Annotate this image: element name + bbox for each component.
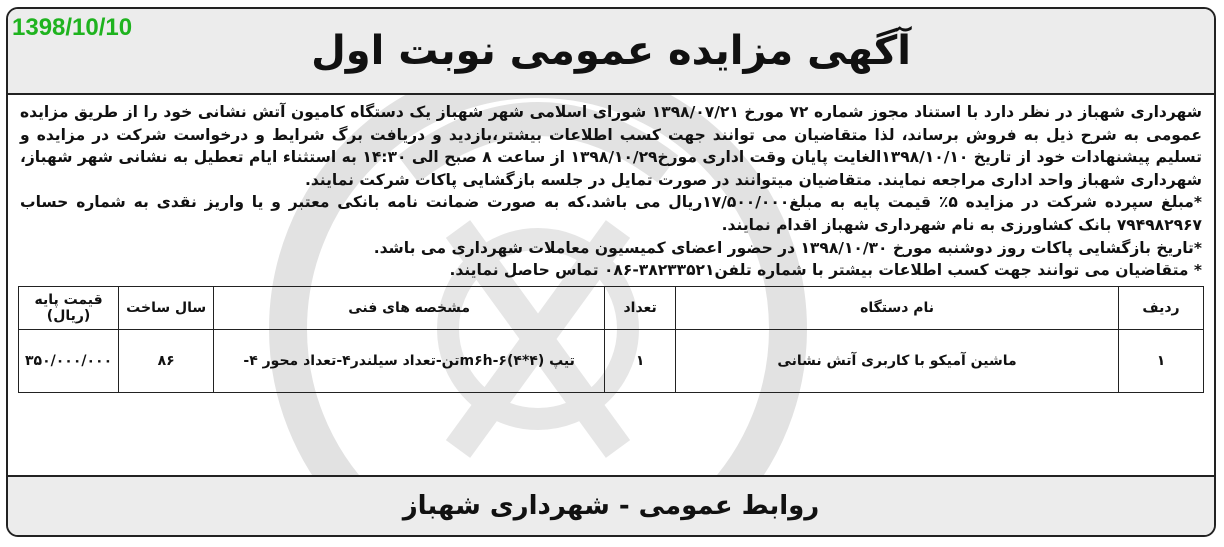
notice-paragraph-main: شهرداری شهباز در نظر دارد با استناد مجوز شماره ۷۲ مورخ ۱۳۹۸/۰۷/۲۱ شورای اسلامی شهر شهباز یک دستگاه کامیون آتش نشانی خود را از طریق مزایده عمومی به شرح ذیل به فروش برساند، لذا متقاضیان می توانند جهت کسب اطلاعات بیشتر،بازدید و دریافت برگ شرایط و درخواست شرکت در مزایده و تسلیم پیشنهادات خود از تاریخ ۱۳۹۸/۱۰/۱۰الغایت پایان وقت اداری مورخ۱۳۹۸/۱۰/۲۹ از ساعت ۸ صبح الی ۱۴:۳۰ به استثناء ایام تعطیل به نشانی شهر شهباز، شهرداری شهباز واحد اداری مراجعه نمایند. متقاضیان میتوانند در صورت تمایل در جلسه بازگشایی پاکات شرکت نمایند.	[20, 103, 1202, 189]
header-year-built: سال ساخت	[119, 286, 214, 329]
notice-paragraph-opening-date: *تاریخ بازگشایی پاکات روز دوشنبه مورخ ۱۳۹۸/۱۰/۳۰ در حضور اعضای کمیسیون معاملات شهرداری می باشد.	[373, 238, 1202, 257]
notice-title: آگهی مزایده عمومی نوبت اول	[311, 28, 911, 74]
header-device-name: نام دستگاه	[676, 286, 1119, 329]
cell-technical-specs: تیپ (۴*۴)m۶h-۶تن-تعداد سیلندر۴-تعداد محور ۴-	[214, 329, 605, 392]
header-base-price: قیمت پایه (ریال)	[19, 286, 119, 329]
title-band	[8, 9, 1214, 95]
cell-base-price: ۳۵۰/۰۰۰/۰۰۰	[19, 329, 119, 392]
table-row	[19, 329, 1204, 392]
date-stamp: 1398/10/10	[12, 14, 133, 41]
auction-items-table	[18, 286, 1204, 393]
cell-device-name: ماشین آمیکو با کاربری آتش نشانی	[676, 329, 1119, 392]
cell-quantity: ۱	[605, 329, 676, 392]
cell-row-number: ۱	[1119, 329, 1204, 392]
cell-year-built: ۸۶	[119, 329, 214, 392]
header-technical-specs: مشخصه های فنی	[214, 286, 605, 329]
header-row-number: ردیف	[1119, 286, 1204, 329]
footer-band	[8, 475, 1214, 535]
notice-body	[8, 95, 1214, 282]
notice-paragraph-contact: * متقاضیان می توانند جهت کسب اطلاعات بیشتر با شماره تلفن۳۸۲۳۳۵۲۱-۰۸۶ تماس حاصل نمایند.	[449, 261, 1202, 280]
table-header-row	[19, 286, 1204, 329]
notice-frame	[6, 7, 1216, 537]
footer-signature: روابط عمومی - شهرداری شهباز	[402, 491, 820, 521]
header-quantity: تعداد	[605, 286, 676, 329]
notice-paragraph-deposit: *مبلغ سپرده شرکت در مزایده ۵٪ قیمت پایه به مبلغ۱۷/۵۰۰/۰۰۰ریال می باشد.که به صورت ضمانت نامه بانکی معتبر و یا واریز نقدی به شماره حساب ۷۹۴۹۸۲۹۶۷ بانک کشاورزی به نام شهرداری شهباز اقدام نمایند.	[20, 193, 1202, 234]
